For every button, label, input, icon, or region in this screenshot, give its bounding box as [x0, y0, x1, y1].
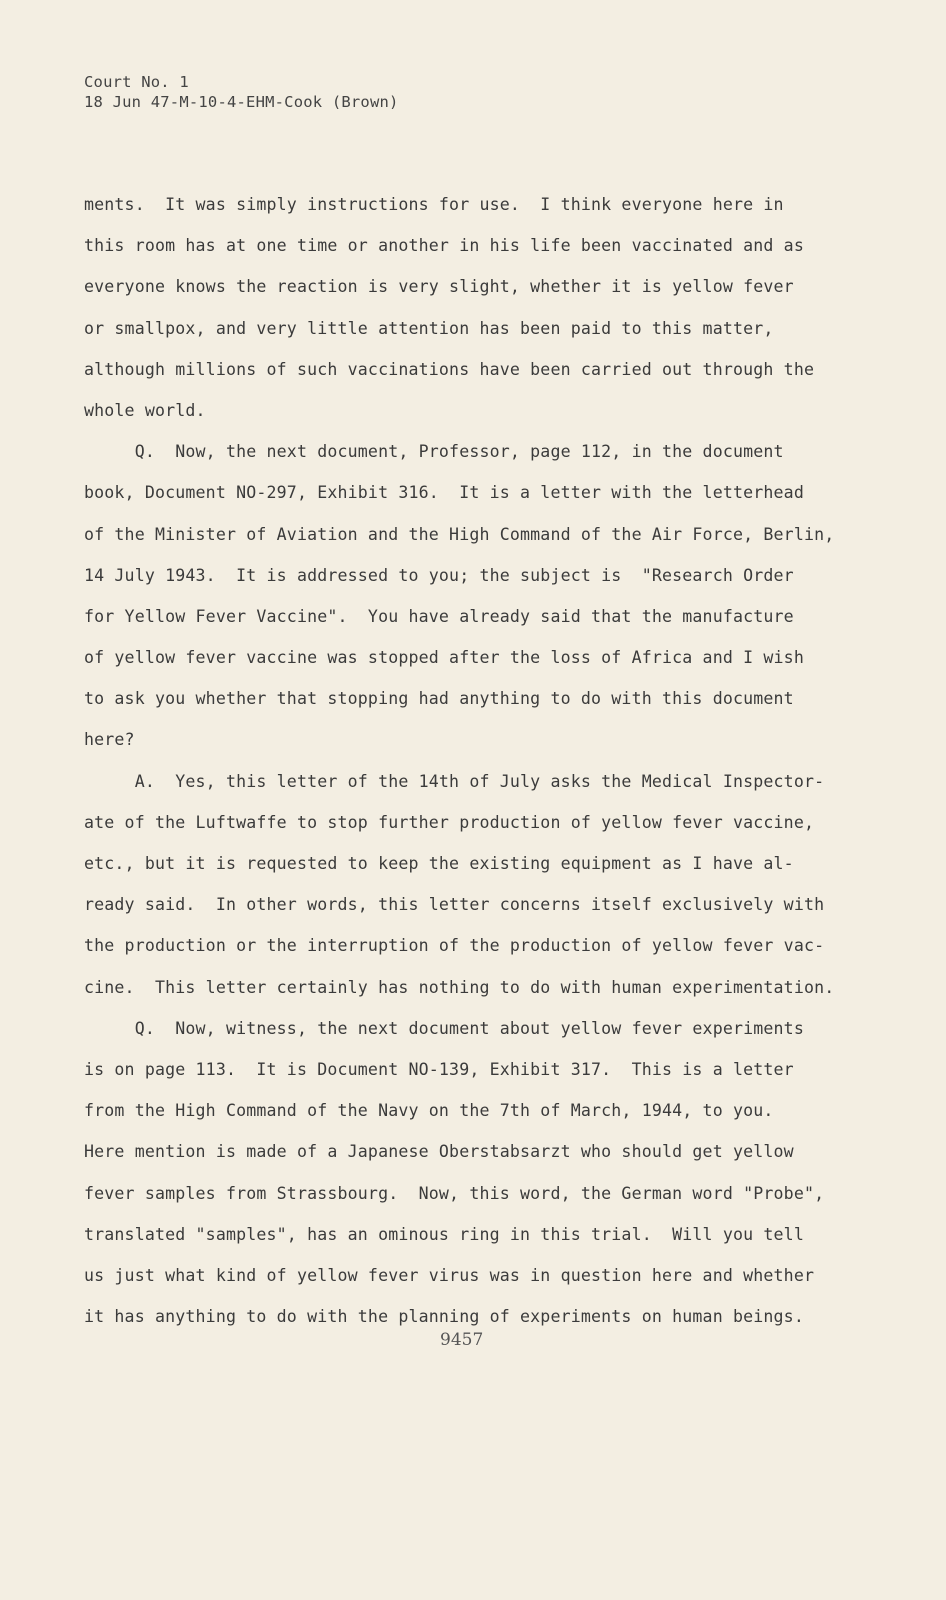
- text-line: ready said. In other words, this letter concerns itself exclusively with: [84, 895, 825, 915]
- text-line: A. Yes, this letter of the 14th of July asks the Medical Inspector-: [84, 771, 825, 791]
- text-line: this room has at one time or another in his life been vaccinated and as: [84, 236, 804, 256]
- text-line: for Yellow Fever Vaccine". You have already said that the manufacture: [84, 606, 794, 626]
- text-line: 14 July 1943. It is addressed to you; the subject is "Research Order: [84, 565, 794, 585]
- text-line: the production or the interruption of the production of yellow fever vac-: [84, 936, 825, 956]
- text-line: from the High Command of the Navy on the 7th of March, 1944, to you.: [84, 1101, 774, 1121]
- text-line: of the Minister of Aviation and the High Command of the Air Force, Berlin,: [84, 524, 835, 544]
- text-line: everyone knows the reaction is very slight, whether it is yellow fever: [84, 277, 794, 297]
- text-line: fever samples from Strassbourg. Now, this word, the German word "Probe",: [84, 1183, 825, 1203]
- text-line: or smallpox, and very little attention has been paid to this matter,: [84, 318, 774, 338]
- text-line: of yellow fever vaccine was stopped after the loss of Africa and I wish: [84, 648, 804, 668]
- text-line: us just what kind of yellow fever virus was in question here and whether: [84, 1265, 815, 1285]
- text-line: it has anything to do with the planning of experiments on human beings.: [84, 1307, 804, 1327]
- text-line: ate of the Luftwaffe to stop further production of yellow fever vaccine,: [84, 812, 815, 832]
- text-line: book, Document NO-297, Exhibit 316. It is a letter with the letterhead: [84, 483, 804, 503]
- text-line: Q. Now, the next document, Professor, page 112, in the document: [84, 442, 784, 462]
- page-header: [84, 72, 399, 112]
- text-line: translated "samples", has an ominous ring in this trial. Will you tell: [84, 1224, 804, 1244]
- text-line: ments. It was simply instructions for use. I think everyone here in: [84, 195, 784, 214]
- text-line: whole world.: [84, 400, 206, 420]
- text-line: although millions of such vaccinations have been carried out through the: [84, 359, 815, 379]
- page-number: 9457: [440, 1330, 484, 1350]
- transcript-body: [84, 193, 844, 1346]
- transcript-code: 18 Jun 47-M-10-4-EHM-Cook (Brown): [84, 93, 399, 111]
- text-line: Q. Now, witness, the next document about yellow fever experiments: [84, 1018, 804, 1038]
- text-line: cine. This letter certainly has nothing to do with human experimentation.: [84, 977, 835, 997]
- court-number: Court No. 1: [84, 73, 189, 91]
- text-line: here?: [84, 730, 135, 750]
- text-line: Here mention is made of a Japanese Oberstabsarzt who should get yellow: [84, 1142, 794, 1162]
- text-line: to ask you whether that stopping had anything to do with this document: [84, 689, 794, 709]
- text-line: etc., but it is requested to keep the existing equipment as I have al-: [84, 854, 794, 873]
- text-line: is on page 113. It is Document NO-139, Exhibit 317. This is a letter: [84, 1059, 794, 1079]
